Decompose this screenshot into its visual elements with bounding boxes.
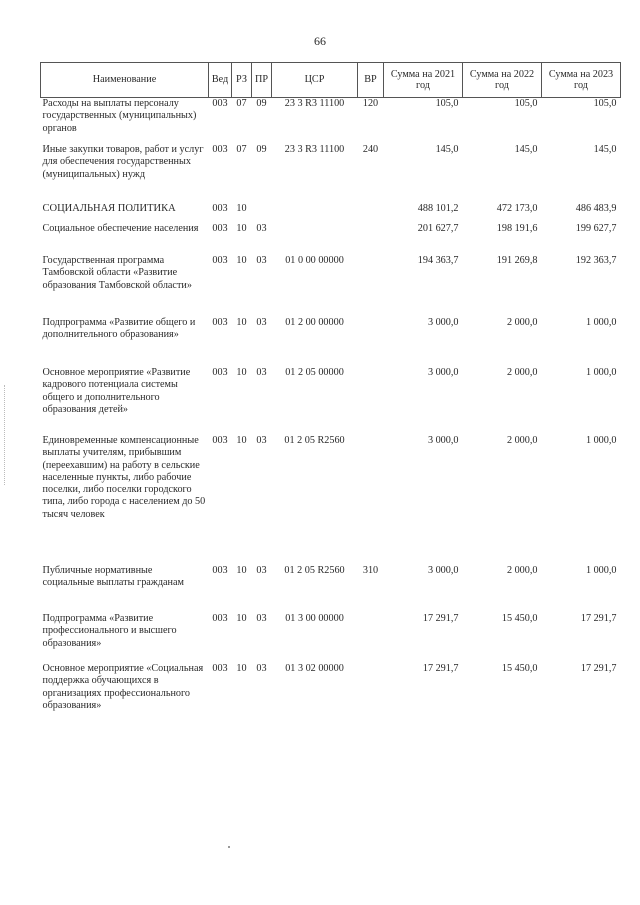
- row-name: Основное мероприятие «Развитие кадрового потенциала системы общего и дополнительного образования детей»: [42, 367, 191, 415]
- row-sum-2023: 1 000,0: [585, 367, 617, 378]
- row-sum-2021: 17 291,7: [422, 663, 459, 674]
- row-ved: 003: [212, 144, 228, 155]
- row-vr: [358, 613, 384, 663]
- row-ved: 003: [212, 367, 228, 378]
- row-rz: 10: [236, 255, 247, 266]
- table-row: [41, 223, 621, 255]
- row-pr: 03: [256, 613, 267, 624]
- row-sum-2023: 105,0: [593, 98, 617, 109]
- row-name: Подпрограмма «Развитие общего и дополнительного образования»: [42, 317, 196, 341]
- row-sum-2023: 199 627,7: [575, 223, 617, 234]
- row-csr: 01 3 02 00000: [285, 663, 344, 674]
- row-csr: 01 2 05 R2560: [284, 565, 345, 576]
- row-csr: [272, 200, 358, 223]
- row-rz: 10: [236, 367, 247, 378]
- row-csr: 01 3 00 00000: [285, 613, 344, 624]
- row-csr: 23 3 R3 11100: [284, 98, 345, 109]
- row-sum-2022: 105,0: [514, 98, 538, 109]
- row-name: Социальное обеспечение населения: [42, 223, 199, 234]
- row-vr: [358, 663, 384, 743]
- scan-margin-mark: [4, 385, 9, 485]
- row-ved: 003: [212, 98, 228, 109]
- row-ved: 003: [212, 317, 228, 328]
- row-rz: 10: [236, 613, 247, 624]
- row-csr: 01 2 00 00000: [285, 317, 344, 328]
- row-sum-2021: 3 000,0: [427, 317, 459, 328]
- header-pr: ПР: [252, 63, 272, 98]
- header-rz: РЗ: [232, 63, 252, 98]
- row-sum-2023: 1 000,0: [585, 565, 617, 576]
- table-row: [41, 317, 621, 367]
- row-sum-2023: 17 291,7: [580, 663, 617, 674]
- row-rz: 10: [236, 223, 247, 234]
- row-ved: 003: [212, 203, 228, 214]
- row-pr: 03: [256, 255, 267, 266]
- header-sum-2022: Сумма на 2022 год: [463, 63, 542, 98]
- row-sum-2022: 2 000,0: [506, 367, 538, 378]
- row-sum-2023: 145,0: [593, 144, 617, 155]
- row-vr: [358, 223, 384, 255]
- row-rz: 10: [236, 317, 247, 328]
- table-row: [41, 98, 621, 145]
- row-sum-2023: 1 000,0: [585, 435, 617, 446]
- row-ved: 003: [212, 613, 228, 624]
- row-sum-2021: 488 101,2: [417, 203, 459, 214]
- row-pr: 03: [256, 367, 267, 378]
- row-csr: 01 0 00 00000: [285, 255, 344, 266]
- row-ved: 003: [212, 565, 228, 576]
- row-csr: 01 2 05 R2560: [284, 435, 345, 446]
- row-name: Публичные нормативные социальные выплаты гражданам: [42, 565, 184, 589]
- row-ved: 003: [212, 435, 228, 446]
- row-pr: 09: [256, 144, 267, 155]
- table-row: [41, 144, 621, 200]
- row-ved: 003: [212, 663, 228, 674]
- table-row: [41, 200, 621, 223]
- row-name: Расходы на выплаты персоналу государственных (муниципальных) органов: [42, 98, 197, 134]
- budget-table: [40, 62, 621, 743]
- row-rz: 10: [236, 565, 247, 576]
- row-sum-2021: 201 627,7: [417, 223, 459, 234]
- row-sum-2023: 486 483,9: [575, 203, 617, 214]
- table-row: [41, 663, 621, 743]
- row-sum-2022: 2 000,0: [506, 435, 538, 446]
- row-sum-2021: 105,0: [435, 98, 459, 109]
- table-row: [41, 367, 621, 435]
- row-sum-2021: 145,0: [435, 144, 459, 155]
- row-rz: 07: [236, 98, 247, 109]
- row-pr: 09: [256, 98, 267, 109]
- header-sum-2021: Сумма на 2021 год: [384, 63, 463, 98]
- row-rz: 10: [236, 203, 247, 214]
- row-sum-2023: 17 291,7: [580, 613, 617, 624]
- row-vr: [358, 317, 384, 367]
- table-header-row: [41, 63, 621, 98]
- row-sum-2023: 1 000,0: [585, 317, 617, 328]
- row-sum-2022: 15 450,0: [501, 613, 538, 624]
- header-name: Наименование: [41, 63, 209, 98]
- row-name: Единовременные компенсационные выплаты учителям, прибывшим (переехавшим) на работу в сельские населенные пункты, либо рабочие поселки, либо поселки городского типа, либо города с населением до 50 тысяч человек: [42, 435, 206, 520]
- header-csr: ЦСР: [272, 63, 358, 98]
- row-name: СОЦИАЛЬНАЯ ПОЛИТИКА: [42, 203, 176, 214]
- row-vr: [358, 435, 384, 565]
- row-pr: 03: [256, 663, 267, 674]
- header-ved: Вед: [209, 63, 232, 98]
- table-row: [41, 255, 621, 317]
- row-pr: 03: [256, 317, 267, 328]
- row-csr: [272, 223, 358, 255]
- row-rz: 07: [236, 144, 247, 155]
- row-sum-2022: 145,0: [514, 144, 538, 155]
- row-sum-2021: 3 000,0: [427, 367, 459, 378]
- row-name: Государственная программа Тамбовской области «Развитие образования Тамбовской области»: [42, 255, 192, 291]
- header-vr: ВР: [358, 63, 384, 98]
- row-csr: 01 2 05 00000: [285, 367, 344, 378]
- row-sum-2022: 2 000,0: [506, 565, 538, 576]
- row-sum-2022: 191 269,8: [496, 255, 538, 266]
- scan-speck: [228, 846, 230, 848]
- row-sum-2021: 3 000,0: [427, 565, 459, 576]
- row-csr: 23 3 R3 11100: [284, 144, 345, 155]
- row-vr: 120: [362, 98, 379, 109]
- row-ved: 003: [212, 223, 228, 234]
- table-row: [41, 435, 621, 565]
- row-sum-2021: 3 000,0: [427, 435, 459, 446]
- row-rz: 10: [236, 435, 247, 446]
- row-sum-2023: 192 363,7: [575, 255, 617, 266]
- row-sum-2021: 194 363,7: [417, 255, 459, 266]
- row-sum-2021: 17 291,7: [422, 613, 459, 624]
- row-pr: 03: [256, 565, 267, 576]
- row-rz: 10: [236, 663, 247, 674]
- header-sum-2023: Сумма на 2023 год: [542, 63, 621, 98]
- row-ved: 003: [212, 255, 228, 266]
- row-sum-2022: 15 450,0: [501, 663, 538, 674]
- row-vr: [358, 200, 384, 223]
- table-row: [41, 613, 621, 663]
- row-vr: [358, 255, 384, 317]
- row-pr: 03: [256, 435, 267, 446]
- row-sum-2022: 2 000,0: [506, 317, 538, 328]
- row-sum-2022: 198 191,6: [496, 223, 538, 234]
- row-name: Подпрограмма «Развитие профессионального и высшего образования»: [42, 613, 177, 649]
- row-vr: [358, 367, 384, 435]
- row-vr: 240: [362, 144, 379, 155]
- table-row: [41, 565, 621, 613]
- page-number: 66: [314, 34, 326, 48]
- row-sum-2022: 472 173,0: [496, 203, 538, 214]
- row-pr: [252, 200, 272, 223]
- row-name: Основное мероприятие «Социальная поддержка обучающихся в организациях профессионального образования»: [42, 663, 204, 711]
- row-pr: 03: [256, 223, 267, 234]
- row-name: Иные закупки товаров, работ и услуг для обеспечения государственных (муниципальных) нужд: [42, 144, 204, 180]
- row-vr: 310: [362, 565, 379, 576]
